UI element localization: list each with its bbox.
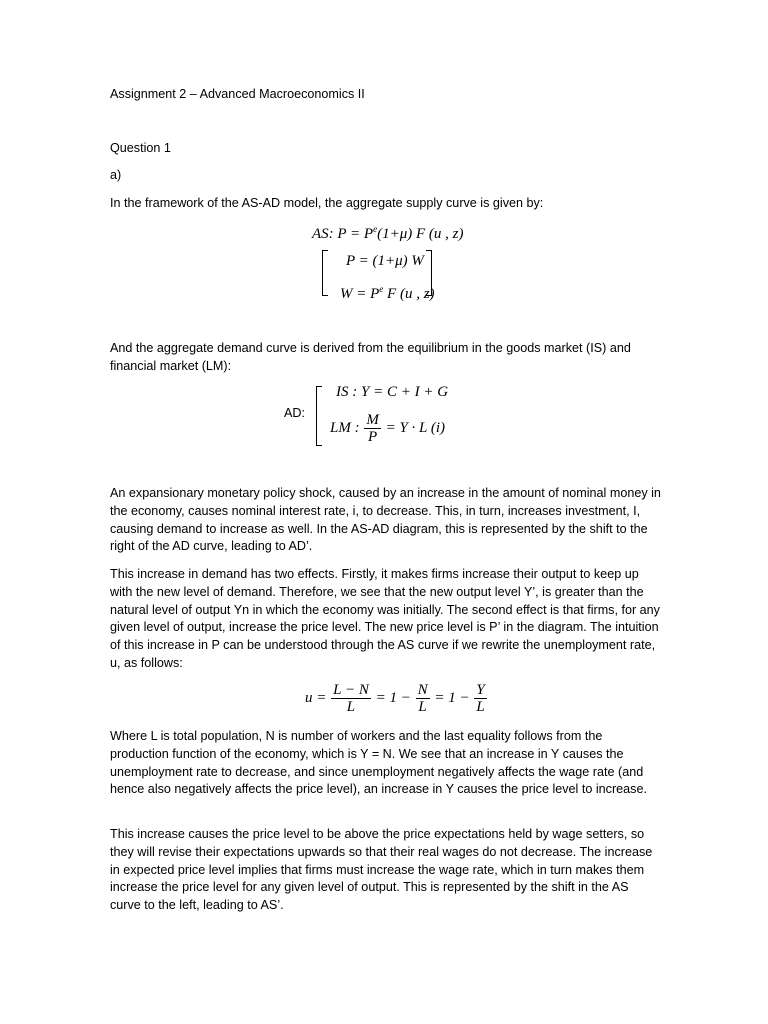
- as-eq-prefix: AS: [312, 226, 329, 242]
- u-frac3-num: Y: [476, 682, 485, 698]
- u-lhs: u =: [305, 689, 327, 706]
- unemployment-equation: [305, 682, 488, 715]
- lm-denominator: P: [368, 429, 378, 445]
- as-intro-text: In the framework of the AS-AD model, the aggregate supply curve is given by:: [110, 196, 544, 210]
- u-mid-1: = 1 −: [375, 689, 411, 706]
- u-frac1-den: L: [346, 699, 356, 715]
- lm-prefix: LM :: [330, 419, 360, 436]
- u-fraction-3: [474, 682, 486, 715]
- as-wage-tail: F (u , z): [383, 286, 435, 302]
- u-mid-2: = 1 −: [434, 689, 470, 706]
- u-frac3-den: L: [476, 699, 485, 715]
- as-wage-sup: e: [379, 284, 384, 294]
- as-price-equation: P = (1+μ) W: [346, 253, 424, 269]
- u-frac2-den: L: [418, 699, 427, 715]
- where-paragraph: Where L is total population, N is number of workers and the last equality follows from the production function of the economy, which is Y = N. We see that an increase in Y causes the unemployment rate to decrease, and since unemployment negatively affects the wage rate (and hence also negatively affects the price level), an increase in Y causes the price level to increase.: [110, 729, 647, 797]
- as-eq-body: : P = P: [328, 226, 374, 242]
- expectations-paragraph: This increase causes the price level to be above the price expectations held by wage setters, so they will revise their expectations upwards so that their real wages do not decrease. The increase in expected price level implies that firms must increase the wage rate, which in turn makes them increase the price level for any given level of output. This is represented by the shift in the AS curve to the left, leading to AS’.: [110, 827, 653, 913]
- as-eq-sup: e: [373, 224, 378, 234]
- u-fraction-2: [416, 682, 430, 715]
- as-eq-tail: (1+μ) F (u , z): [377, 226, 464, 242]
- document-title: Assignment 2 – Advanced Macroeconomics II: [110, 87, 365, 101]
- monetary-policy-paragraph: An expansionary monetary policy shock, caused by an increase in the amount of nominal money in the economy, causes nominal interest rate, i, to decrease. This, in turn, increases investment, I, causing demand to increase as well. In the AS-AD diagram, this is represented by the shift to the right of the AD curve, leading to AD’.: [110, 486, 661, 554]
- is-equation: IS : Y = C + I + G: [336, 384, 449, 400]
- as-wage-head: W = P: [340, 286, 380, 302]
- demand-effects-paragraph: This increase in demand has two effects. Firstly, it makes firms increase their output to keep up with the new level of demand. Therefore, we see that the new output level Y’, is greater than the natural level of output Yn in which the economy was initially. The second effect is that firms, for any given level of output, increase the price level. The new price level is P’ in the diagram. The intuition of this increase in P can be understood through the AS curve if we rewrite the unemployment rate, u, as follows:: [110, 567, 660, 670]
- ad-brace: [316, 386, 322, 446]
- as-wage-equation: [340, 284, 435, 303]
- lm-tail: = Y · L (i): [385, 419, 446, 436]
- as-bracket-left: [322, 250, 328, 296]
- lm-numerator: M: [366, 412, 379, 428]
- ad-label: AD:: [284, 406, 305, 420]
- u-frac2-num: N: [417, 682, 428, 698]
- u-fraction-1: [331, 682, 371, 715]
- part-label: a): [110, 168, 122, 182]
- ad-intro-text: And the aggregate demand curve is derived from the equilibrium in the goods market (IS) and financial market (LM):: [110, 341, 631, 373]
- as-main-equation: [312, 224, 463, 243]
- u-frac1-num: L − N: [333, 682, 369, 698]
- lm-equation: [330, 412, 445, 445]
- question-heading: Question 1: [110, 141, 171, 155]
- lm-fraction: [364, 412, 381, 445]
